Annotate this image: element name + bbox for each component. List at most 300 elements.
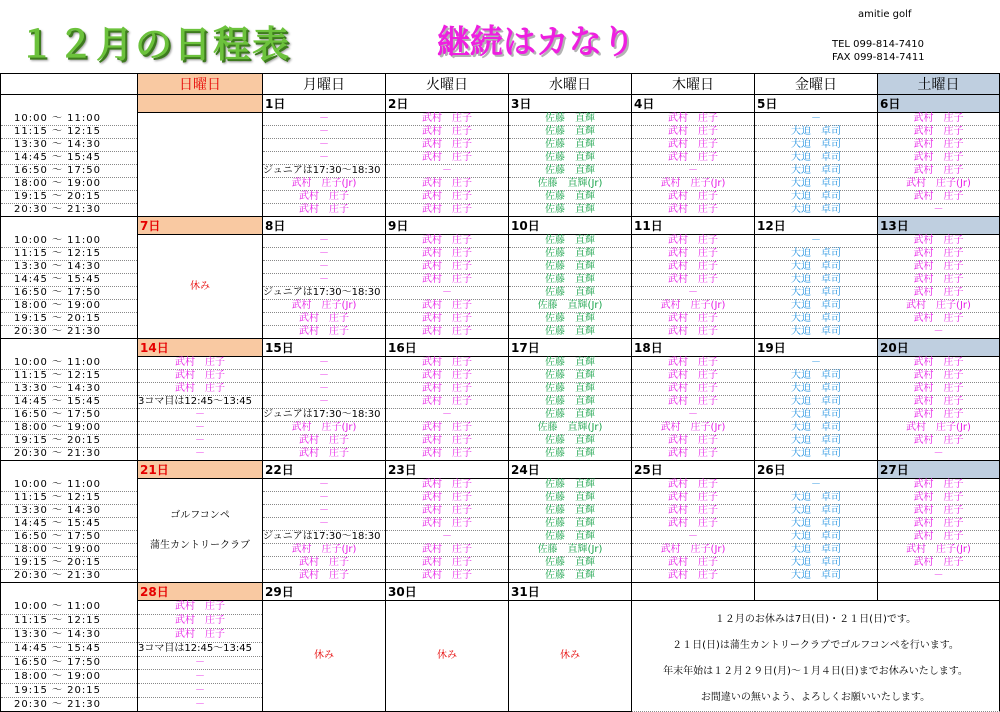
lesson-slot: 武村 庄子 bbox=[386, 191, 509, 204]
lesson-slot: 武村 庄子 bbox=[878, 383, 1000, 396]
time-slot-label: 18:00 ～ 19:00 bbox=[1, 422, 138, 435]
notice-box bbox=[632, 601, 1000, 712]
lesson-slot: 武村 庄子 bbox=[878, 261, 1000, 274]
lesson-slot: 佐藤 直輝 bbox=[509, 326, 632, 339]
lesson-slot: 大迫 卓司 bbox=[755, 557, 878, 570]
lesson-slot: 佐藤 直輝 bbox=[509, 396, 632, 409]
lesson-slot: 大迫 卓司 bbox=[755, 126, 878, 139]
lesson-slot: 佐藤 直輝 bbox=[509, 287, 632, 300]
lesson-slot: 武村 庄子 bbox=[386, 383, 509, 396]
sunday-slot: － bbox=[138, 698, 263, 712]
date-label: 4日 bbox=[632, 95, 755, 113]
lesson-slot: － bbox=[632, 165, 755, 178]
lesson-slot: 佐藤 直輝(Jr) bbox=[509, 544, 632, 557]
date-label: 10日 bbox=[509, 217, 632, 235]
lesson-slot: 武村 庄子 bbox=[632, 248, 755, 261]
sunday-slot: 武村 庄子 bbox=[138, 370, 263, 383]
time-slot-label: 10:00 ～ 11:00 bbox=[1, 235, 138, 248]
date-row bbox=[1, 217, 1000, 235]
lesson-slot: 武村 庄子 bbox=[632, 370, 755, 383]
lesson-slot: － bbox=[263, 235, 386, 248]
closed-cell: 休み bbox=[263, 601, 386, 712]
notice-line: １２月のお休みは7日(日)・２１日(日)です。 bbox=[714, 614, 917, 625]
sunday-slot: － bbox=[138, 448, 263, 461]
lesson-slot: 大迫 卓司 bbox=[755, 448, 878, 461]
lesson-slot: 武村 庄子 bbox=[878, 235, 1000, 248]
lesson-slot: 大迫 卓司 bbox=[755, 165, 878, 178]
lesson-slot: 武村 庄子 bbox=[386, 479, 509, 492]
sunday-note bbox=[138, 525, 262, 537]
lesson-slot: － bbox=[878, 448, 1000, 461]
lesson-slot: 佐藤 直輝 bbox=[509, 191, 632, 204]
time-slot-label: 19:15 ～ 20:15 bbox=[1, 684, 138, 698]
lesson-slot: 武村 庄子(Jr) bbox=[878, 178, 1000, 191]
lesson-slot: 武村 庄子 bbox=[632, 261, 755, 274]
date-label: 15日 bbox=[263, 339, 386, 357]
notes-spacer bbox=[878, 583, 1000, 601]
time-slot-label: 16:50 ～ 17:50 bbox=[1, 165, 138, 178]
sunday-slot: － bbox=[138, 422, 263, 435]
time-slot-label: 13:30 ～ 14:30 bbox=[1, 383, 138, 396]
lesson-slot: 武村 庄子 bbox=[632, 357, 755, 370]
sunday-slot: 3コマ目は12:45～13:45 bbox=[138, 642, 263, 656]
time-slot-label: 20:30 ～ 21:30 bbox=[1, 326, 138, 339]
time-column-spacer bbox=[1, 339, 138, 357]
sunday-slot: － bbox=[138, 409, 263, 422]
lesson-slot: 大迫 卓司 bbox=[755, 139, 878, 152]
time-slot-row bbox=[1, 235, 1000, 248]
lesson-slot: － bbox=[263, 479, 386, 492]
time-slot-label: 14:45 ～ 15:45 bbox=[1, 642, 138, 656]
lesson-slot: － bbox=[878, 204, 1000, 217]
contact-info bbox=[832, 38, 925, 64]
lesson-slot: 武村 庄子 bbox=[386, 178, 509, 191]
lesson-slot: 佐藤 直輝 bbox=[509, 139, 632, 152]
lesson-slot: 大迫 卓司 bbox=[755, 531, 878, 544]
lesson-slot: 武村 庄子 bbox=[878, 191, 1000, 204]
lesson-slot: 武村 庄子 bbox=[386, 557, 509, 570]
date-label: 27日 bbox=[878, 461, 1000, 479]
date-label: 22日 bbox=[263, 461, 386, 479]
time-slot-label: 13:30 ～ 14:30 bbox=[1, 139, 138, 152]
lesson-slot: － bbox=[263, 261, 386, 274]
date-label: 13日 bbox=[878, 217, 1000, 235]
lesson-slot: 武村 庄子 bbox=[632, 152, 755, 165]
lesson-slot: 武村 庄子 bbox=[386, 204, 509, 217]
lesson-slot: 武村 庄子 bbox=[263, 448, 386, 461]
lesson-slot: 大迫 卓司 bbox=[755, 422, 878, 435]
fax-number: FAX 099-814-7411 bbox=[832, 52, 925, 63]
sunday-slot: － bbox=[138, 656, 263, 670]
date-label: 9日 bbox=[386, 217, 509, 235]
lesson-slot: ジュニアは17:30～18:30 bbox=[263, 287, 386, 300]
lesson-slot: 武村 庄子 bbox=[386, 139, 509, 152]
time-slot-row bbox=[1, 435, 1000, 448]
lesson-slot: 武村 庄子 bbox=[263, 204, 386, 217]
time-slot-label: 20:30 ～ 21:30 bbox=[1, 698, 138, 712]
corner-cell bbox=[1, 74, 138, 95]
weekday-header: 金曜日 bbox=[755, 74, 878, 95]
date-label: 30日 bbox=[386, 583, 509, 601]
lesson-slot: － bbox=[263, 383, 386, 396]
time-slot-label: 20:30 ～ 21:30 bbox=[1, 570, 138, 583]
date-label: 2日 bbox=[386, 95, 509, 113]
date-label: 28日 bbox=[138, 583, 263, 601]
sunday-slot: 武村 庄子 bbox=[138, 614, 263, 628]
lesson-slot: 佐藤 直輝 bbox=[509, 409, 632, 422]
lesson-slot: 佐藤 直輝(Jr) bbox=[509, 422, 632, 435]
lesson-slot: － bbox=[386, 531, 509, 544]
lesson-slot: 武村 庄子 bbox=[632, 492, 755, 505]
weekday-header: 月曜日 bbox=[263, 74, 386, 95]
lesson-slot: － bbox=[755, 113, 878, 126]
lesson-slot: 武村 庄子 bbox=[878, 126, 1000, 139]
sunday-slot: 武村 庄子 bbox=[138, 357, 263, 370]
lesson-slot: 武村 庄子 bbox=[878, 518, 1000, 531]
time-slot-label: 20:30 ～ 21:30 bbox=[1, 448, 138, 461]
time-slot-row bbox=[1, 448, 1000, 461]
time-slot-row bbox=[1, 601, 1000, 615]
weekday-header-row bbox=[1, 74, 1000, 95]
sunday-slot: － bbox=[138, 670, 263, 684]
sunday-cell bbox=[138, 235, 263, 339]
notes-spacer bbox=[755, 583, 878, 601]
lesson-slot: 武村 庄子(Jr) bbox=[263, 544, 386, 557]
lesson-slot: － bbox=[263, 370, 386, 383]
schedule-grid bbox=[0, 73, 1000, 710]
lesson-slot: － bbox=[263, 139, 386, 152]
lesson-slot: 大迫 卓司 bbox=[755, 261, 878, 274]
lesson-slot: 佐藤 直輝 bbox=[509, 505, 632, 518]
time-slot-row bbox=[1, 113, 1000, 126]
lesson-slot: 武村 庄子(Jr) bbox=[878, 300, 1000, 313]
date-label: 23日 bbox=[386, 461, 509, 479]
lesson-slot: － bbox=[263, 357, 386, 370]
lesson-slot: 大迫 卓司 bbox=[755, 248, 878, 261]
time-slot-label: 11:15 ～ 12:15 bbox=[1, 126, 138, 139]
lesson-slot: 武村 庄子 bbox=[386, 248, 509, 261]
time-slot-label: 18:00 ～ 19:00 bbox=[1, 300, 138, 313]
lesson-slot: 大迫 卓司 bbox=[755, 435, 878, 448]
lesson-slot: 佐藤 直輝 bbox=[509, 357, 632, 370]
lesson-slot: 武村 庄子 bbox=[632, 204, 755, 217]
lesson-slot: 大迫 卓司 bbox=[755, 409, 878, 422]
lesson-slot: 大迫 卓司 bbox=[755, 396, 878, 409]
lesson-slot: 武村 庄子 bbox=[632, 113, 755, 126]
time-slot-label: 10:00 ～ 11:00 bbox=[1, 601, 138, 615]
lesson-slot: 佐藤 直輝 bbox=[509, 557, 632, 570]
time-slot-label: 16:50 ～ 17:50 bbox=[1, 287, 138, 300]
lesson-slot: 武村 庄子 bbox=[632, 557, 755, 570]
lesson-slot: － bbox=[263, 152, 386, 165]
lesson-slot: 武村 庄子 bbox=[263, 570, 386, 583]
time-slot-label: 16:50 ～ 17:50 bbox=[1, 656, 138, 670]
lesson-slot: － bbox=[632, 287, 755, 300]
lesson-slot: 佐藤 直輝 bbox=[509, 435, 632, 448]
lesson-slot: 武村 庄子 bbox=[386, 435, 509, 448]
date-label: 1日 bbox=[263, 95, 386, 113]
lesson-slot: 武村 庄子(Jr) bbox=[878, 422, 1000, 435]
lesson-slot: 武村 庄子(Jr) bbox=[632, 300, 755, 313]
lesson-slot: 武村 庄子 bbox=[386, 518, 509, 531]
lesson-slot: － bbox=[632, 409, 755, 422]
lesson-slot: 武村 庄子 bbox=[878, 287, 1000, 300]
lesson-slot: 武村 庄子 bbox=[386, 313, 509, 326]
lesson-slot: 武村 庄子 bbox=[386, 326, 509, 339]
lesson-slot: 武村 庄子 bbox=[878, 313, 1000, 326]
time-slot-label: 19:15 ～ 20:15 bbox=[1, 191, 138, 204]
lesson-slot: ジュニアは17:30～18:30 bbox=[263, 409, 386, 422]
lesson-slot: 武村 庄子 bbox=[263, 313, 386, 326]
date-label: 18日 bbox=[632, 339, 755, 357]
date-label: 17日 bbox=[509, 339, 632, 357]
time-slot-row bbox=[1, 396, 1000, 409]
sunday-note: ゴルフコンペ bbox=[170, 509, 230, 521]
lesson-slot: 武村 庄子 bbox=[263, 326, 386, 339]
time-slot-label: 14:45 ～ 15:45 bbox=[1, 396, 138, 409]
time-slot-label: 13:30 ～ 14:30 bbox=[1, 628, 138, 642]
lesson-slot: 武村 庄子 bbox=[632, 191, 755, 204]
lesson-slot: 武村 庄子(Jr) bbox=[632, 544, 755, 557]
lesson-slot: 佐藤 直輝 bbox=[509, 531, 632, 544]
lesson-slot: 武村 庄子(Jr) bbox=[632, 178, 755, 191]
lesson-slot: 武村 庄子 bbox=[386, 126, 509, 139]
lesson-slot: 武村 庄子 bbox=[386, 396, 509, 409]
lesson-slot: 武村 庄子 bbox=[878, 165, 1000, 178]
lesson-slot: 武村 庄子 bbox=[878, 152, 1000, 165]
lesson-slot: 佐藤 直輝 bbox=[509, 448, 632, 461]
lesson-slot: 佐藤 直輝(Jr) bbox=[509, 300, 632, 313]
lesson-slot: 大迫 卓司 bbox=[755, 326, 878, 339]
date-row bbox=[1, 339, 1000, 357]
time-slot-label: 13:30 ～ 14:30 bbox=[1, 505, 138, 518]
lesson-slot: 佐藤 直輝 bbox=[509, 152, 632, 165]
lesson-slot: 武村 庄子 bbox=[632, 518, 755, 531]
lesson-slot: 佐藤 直輝 bbox=[509, 313, 632, 326]
lesson-slot: 大迫 卓司 bbox=[755, 544, 878, 557]
lesson-slot: 武村 庄子 bbox=[632, 570, 755, 583]
sunday-cell bbox=[138, 479, 263, 583]
lesson-slot: 武村 庄子 bbox=[632, 448, 755, 461]
tel-number: TEL 099-814-7410 bbox=[832, 39, 925, 50]
lesson-slot: 佐藤 直輝 bbox=[509, 126, 632, 139]
lesson-slot: 武村 庄子 bbox=[386, 544, 509, 557]
time-slot-row bbox=[1, 422, 1000, 435]
lesson-slot: 武村 庄子 bbox=[263, 435, 386, 448]
lesson-slot: － bbox=[878, 326, 1000, 339]
lesson-slot: 武村 庄子 bbox=[386, 448, 509, 461]
lesson-slot: 武村 庄子 bbox=[386, 152, 509, 165]
notes-spacer bbox=[632, 583, 755, 601]
lesson-slot: 佐藤 直輝 bbox=[509, 370, 632, 383]
lesson-slot: 武村 庄子 bbox=[386, 300, 509, 313]
page-header bbox=[0, 0, 1000, 73]
lesson-slot: 武村 庄子 bbox=[386, 492, 509, 505]
lesson-slot: ジュニアは17:30～18:30 bbox=[263, 531, 386, 544]
lesson-slot: 大迫 卓司 bbox=[755, 300, 878, 313]
lesson-slot: － bbox=[263, 396, 386, 409]
time-slot-row bbox=[1, 479, 1000, 492]
notice-line: お間違いの無いよう、よろしくお願いいたします。 bbox=[700, 692, 931, 703]
lesson-slot: 武村 庄子 bbox=[878, 492, 1000, 505]
lesson-slot: － bbox=[755, 235, 878, 248]
lesson-slot: 武村 庄子 bbox=[386, 235, 509, 248]
lesson-slot: 武村 庄子 bbox=[632, 479, 755, 492]
time-slot-label: 11:15 ～ 12:15 bbox=[1, 370, 138, 383]
time-slot-row bbox=[1, 383, 1000, 396]
lesson-slot: － bbox=[386, 409, 509, 422]
lesson-slot: 武村 庄子 bbox=[878, 248, 1000, 261]
time-slot-label: 19:15 ～ 20:15 bbox=[1, 557, 138, 570]
time-slot-label: 19:15 ～ 20:15 bbox=[1, 435, 138, 448]
lesson-slot: 佐藤 直輝 bbox=[509, 383, 632, 396]
lesson-slot: 武村 庄子 bbox=[878, 357, 1000, 370]
lesson-slot: 大迫 卓司 bbox=[755, 152, 878, 165]
lesson-slot: 武村 庄子 bbox=[878, 435, 1000, 448]
sunday-slot: － bbox=[138, 435, 263, 448]
time-slot-label: 19:15 ～ 20:15 bbox=[1, 313, 138, 326]
lesson-slot: 佐藤 直輝 bbox=[509, 492, 632, 505]
lesson-slot: 武村 庄子 bbox=[386, 570, 509, 583]
lesson-slot: 武村 庄子 bbox=[632, 126, 755, 139]
time-slot-label: 18:00 ～ 19:00 bbox=[1, 670, 138, 684]
lesson-slot: 武村 庄子 bbox=[878, 370, 1000, 383]
time-column-spacer bbox=[1, 217, 138, 235]
lesson-slot: 武村 庄子 bbox=[386, 422, 509, 435]
weekday-header: 水曜日 bbox=[509, 74, 632, 95]
lesson-slot: 佐藤 直輝(Jr) bbox=[509, 178, 632, 191]
date-label: 7日 bbox=[138, 217, 263, 235]
lesson-slot: 大迫 卓司 bbox=[755, 383, 878, 396]
lesson-slot: 武村 庄子 bbox=[386, 370, 509, 383]
lesson-slot: 武村 庄子 bbox=[632, 383, 755, 396]
lesson-slot: 武村 庄子 bbox=[386, 261, 509, 274]
closed-cell: 休み bbox=[509, 601, 632, 712]
schedule-table bbox=[0, 73, 1000, 712]
time-slot-label: 11:15 ～ 12:15 bbox=[1, 248, 138, 261]
lesson-slot: － bbox=[263, 505, 386, 518]
date-label: 19日 bbox=[755, 339, 878, 357]
time-slot-row bbox=[1, 357, 1000, 370]
lesson-slot: 武村 庄子 bbox=[878, 274, 1000, 287]
lesson-slot: 武村 庄子 bbox=[632, 139, 755, 152]
lesson-slot: 武村 庄子 bbox=[878, 505, 1000, 518]
time-slot-row bbox=[1, 370, 1000, 383]
lesson-slot: － bbox=[263, 492, 386, 505]
lesson-slot: 武村 庄子(Jr) bbox=[632, 422, 755, 435]
date-label: 12日 bbox=[755, 217, 878, 235]
time-slot-label: 10:00 ～ 11:00 bbox=[1, 479, 138, 492]
date-label: 31日 bbox=[509, 583, 632, 601]
date-label: 14日 bbox=[138, 339, 263, 357]
date-label: 6日 bbox=[878, 95, 1000, 113]
weekday-header: 日曜日 bbox=[138, 74, 263, 95]
lesson-slot: 武村 庄子 bbox=[878, 409, 1000, 422]
lesson-slot: 大迫 卓司 bbox=[755, 370, 878, 383]
time-slot-label: 18:00 ～ 19:00 bbox=[1, 544, 138, 557]
sunday-slot: 武村 庄子 bbox=[138, 601, 263, 615]
time-slot-label: 13:30 ～ 14:30 bbox=[1, 261, 138, 274]
lesson-slot: － bbox=[263, 518, 386, 531]
brand-name: amitie golf bbox=[858, 9, 912, 20]
lesson-slot: 大迫 卓司 bbox=[755, 313, 878, 326]
lesson-slot: 武村 庄子 bbox=[632, 274, 755, 287]
sunday-slot: 3コマ目は12:45～13:45 bbox=[138, 396, 263, 409]
lesson-slot: 武村 庄子 bbox=[878, 557, 1000, 570]
lesson-slot: 武村 庄子 bbox=[632, 326, 755, 339]
lesson-slot: 大迫 卓司 bbox=[755, 505, 878, 518]
lesson-slot: 佐藤 直輝 bbox=[509, 479, 632, 492]
lesson-slot: － bbox=[263, 248, 386, 261]
lesson-slot: 大迫 卓司 bbox=[755, 518, 878, 531]
lesson-slot: 武村 庄子(Jr) bbox=[878, 544, 1000, 557]
lesson-slot: 佐藤 直輝 bbox=[509, 248, 632, 261]
date-row bbox=[1, 583, 1000, 601]
lesson-slot: ジュニアは17:30～18:30 bbox=[263, 165, 386, 178]
slogan: 継続はカなり bbox=[437, 22, 635, 61]
notice-line: 年末年始は１２月２９日(月)～１月４日(日)までお休みいたします。 bbox=[663, 666, 968, 677]
notice-line: ２１日(日)は蒲生カントリークラブでゴルフコンペを行います。 bbox=[672, 640, 959, 651]
lesson-slot: 大迫 卓司 bbox=[755, 274, 878, 287]
lesson-slot: 武村 庄子 bbox=[878, 113, 1000, 126]
sunday-note: 休み bbox=[190, 280, 210, 292]
lesson-slot: 武村 庄子(Jr) bbox=[263, 300, 386, 313]
lesson-slot: 大迫 卓司 bbox=[755, 191, 878, 204]
lesson-slot: 武村 庄子 bbox=[878, 479, 1000, 492]
time-slot-label: 10:00 ～ 11:00 bbox=[1, 113, 138, 126]
lesson-slot: － bbox=[755, 479, 878, 492]
lesson-slot: 大迫 卓司 bbox=[755, 178, 878, 191]
lesson-slot: － bbox=[386, 287, 509, 300]
date-label: 26日 bbox=[755, 461, 878, 479]
lesson-slot: 大迫 卓司 bbox=[755, 204, 878, 217]
lesson-slot: 武村 庄子(Jr) bbox=[263, 422, 386, 435]
date-row bbox=[1, 461, 1000, 479]
lesson-slot: 佐藤 直輝 bbox=[509, 518, 632, 531]
sunday-slot: － bbox=[138, 684, 263, 698]
time-slot-label: 11:15 ～ 12:15 bbox=[1, 492, 138, 505]
lesson-slot: － bbox=[263, 126, 386, 139]
lesson-slot: 佐藤 直輝 bbox=[509, 570, 632, 583]
time-slot-label: 14:45 ～ 15:45 bbox=[1, 274, 138, 287]
lesson-slot: 武村 庄子(Jr) bbox=[263, 178, 386, 191]
time-slot-row bbox=[1, 409, 1000, 422]
time-column-spacer bbox=[1, 95, 138, 113]
weekday-header: 木曜日 bbox=[632, 74, 755, 95]
lesson-slot: － bbox=[878, 570, 1000, 583]
lesson-slot: 武村 庄子 bbox=[386, 274, 509, 287]
time-slot-label: 20:30 ～ 21:30 bbox=[1, 204, 138, 217]
lesson-slot: 武村 庄子 bbox=[878, 396, 1000, 409]
date-label: 5日 bbox=[755, 95, 878, 113]
closed-cell: 休み bbox=[386, 601, 509, 712]
weekday-header: 土曜日 bbox=[878, 74, 1000, 95]
lesson-slot: 武村 庄子 bbox=[632, 435, 755, 448]
time-slot-label: 10:00 ～ 11:00 bbox=[1, 357, 138, 370]
date-label: 29日 bbox=[263, 583, 386, 601]
lesson-slot: 大迫 卓司 bbox=[755, 492, 878, 505]
sunday-note: 蒲生カントリークラブ bbox=[150, 539, 250, 551]
date-label: 11日 bbox=[632, 217, 755, 235]
time-slot-label: 14:45 ～ 15:45 bbox=[1, 152, 138, 165]
lesson-slot: 佐藤 直輝 bbox=[509, 113, 632, 126]
weekday-header: 火曜日 bbox=[386, 74, 509, 95]
lesson-slot: 武村 庄子 bbox=[878, 531, 1000, 544]
lesson-slot: 武村 庄子 bbox=[386, 505, 509, 518]
lesson-slot: － bbox=[632, 531, 755, 544]
time-slot-label: 18:00 ～ 19:00 bbox=[1, 178, 138, 191]
lesson-slot: － bbox=[386, 165, 509, 178]
